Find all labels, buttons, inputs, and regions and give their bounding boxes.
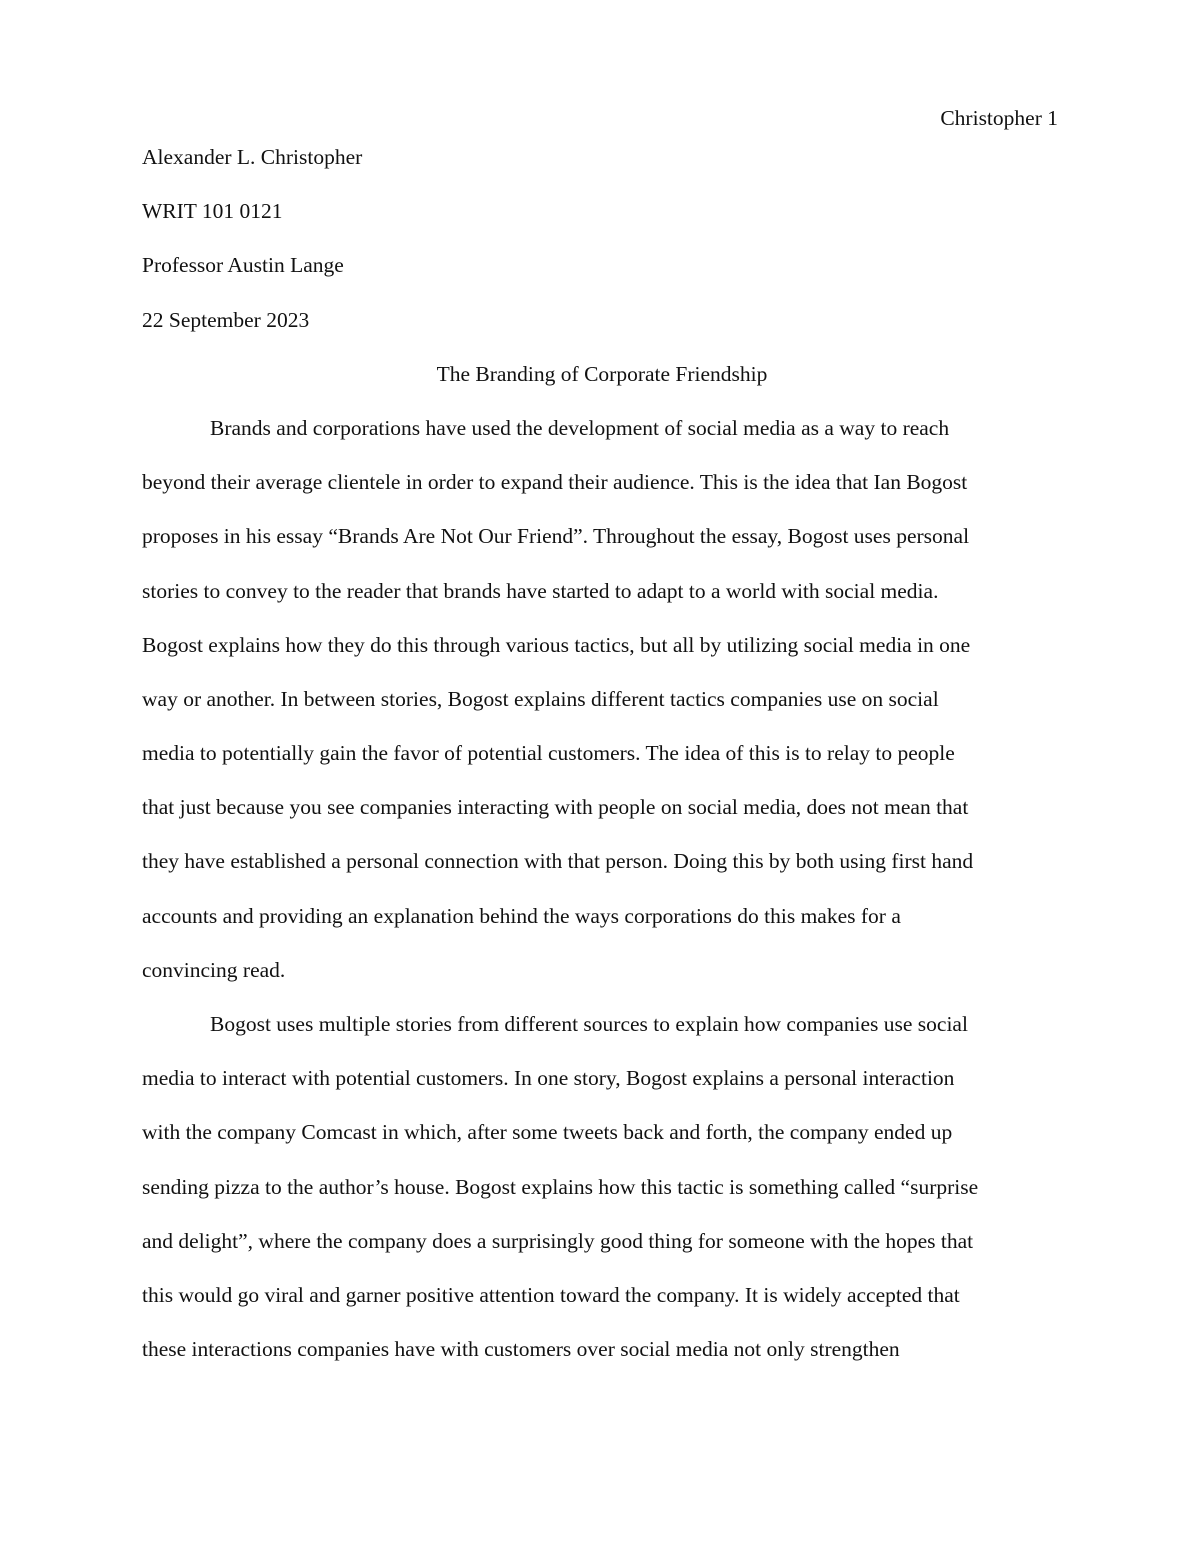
essay-date: 22 September 2023 [142, 307, 310, 332]
paragraph-2 [142, 1010, 1062, 1389]
paragraph-line: that just because you see companies interacting with people on social media, does not mean that [142, 795, 969, 820]
essay-title: The Branding of Corporate Friendship [436, 361, 768, 386]
author-name: Alexander L. Christopher [142, 145, 363, 169]
paragraph-line: stories to convey to the reader that brands have started to adapt to a world with social media. [142, 578, 939, 603]
paragraph-line: this would go viral and garner positive attention toward the company. It is widely accepted that [142, 1282, 960, 1307]
paragraph-line: media to potentially gain the favor of potential customers. The idea of this is to relay to people [142, 741, 955, 766]
paragraph-line: convincing read. [142, 957, 286, 982]
document-body [142, 143, 1062, 1389]
paragraph-line: these interactions companies have with customers over social media not only strengthen [142, 1337, 900, 1362]
professor-name: Professor Austin Lange [142, 253, 344, 278]
paragraph-line: beyond their average clientele in order to expand their audience. This is the idea that Ian Bogost [142, 470, 968, 495]
paragraph-1 [142, 414, 1062, 1010]
paragraph-line: Bogost explains how they do this through various tactics, but all by utilizing social media in one [142, 632, 971, 657]
paragraph-line: Bogost uses multiple stories from different sources to explain how companies use social [210, 1012, 968, 1036]
paragraph-line: way or another. In between stories, Bogost explains different tactics companies use on social [142, 686, 939, 711]
paragraph-line: and delight”, where the company does a surprisingly good thing for someone with the hopes that [142, 1228, 974, 1253]
running-head: Christopher 1 [940, 106, 1058, 130]
course-code: WRIT 101 0121 [142, 199, 283, 224]
paragraph-line: accounts and providing an explanation behind the ways corporations do this makes for a [142, 903, 901, 928]
paragraph-line: they have established a personal connection with that person. Doing this by both using first hand [142, 849, 974, 874]
paragraph-line: media to interact with potential customers. In one story, Bogost explains a personal interaction [142, 1066, 955, 1091]
paragraph-line: sending pizza to the author’s house. Bogost explains how this tactic is something called “surprise [142, 1174, 979, 1199]
paragraph-line: proposes in his essay “Brands Are Not Our Friend”. Throughout the essay, Bogost uses personal [142, 524, 970, 549]
paragraph-line: Brands and corporations have used the development of social media as a way to reach [210, 415, 950, 440]
paragraph-line: with the company Comcast in which, after some tweets back and forth, the company ended up [142, 1120, 953, 1145]
